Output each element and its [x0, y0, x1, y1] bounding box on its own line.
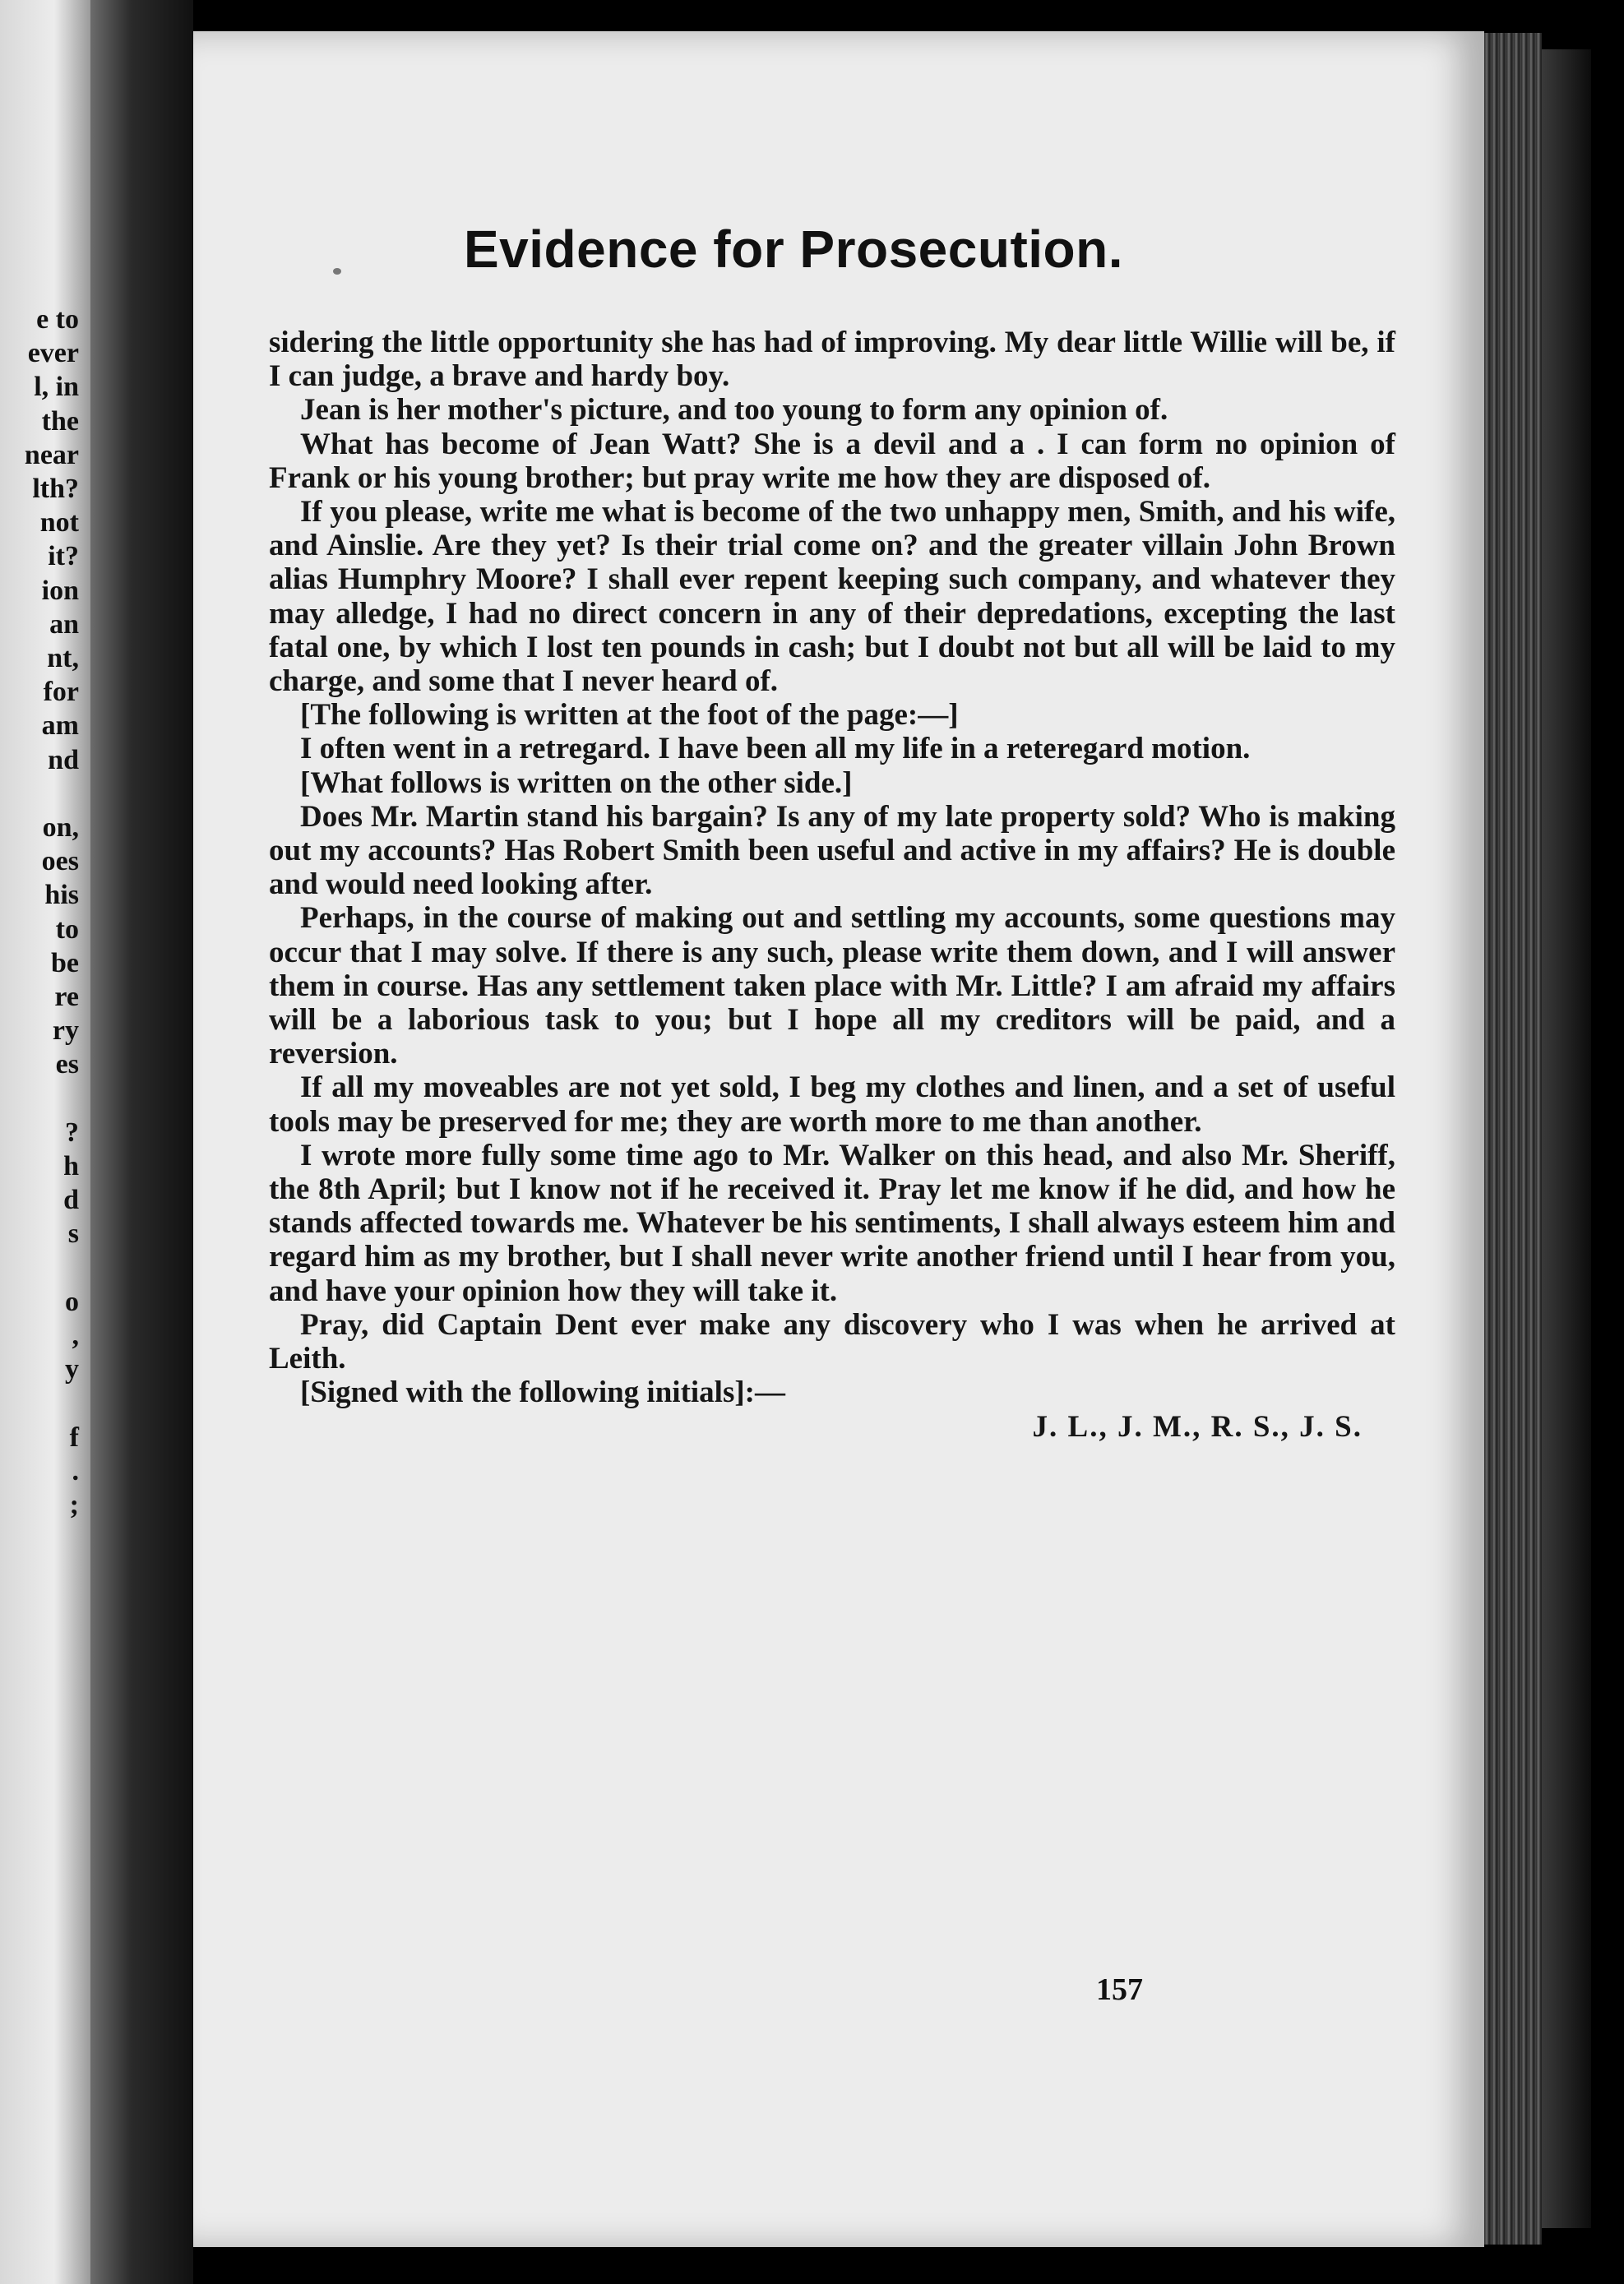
paragraph: Pray, did Captain Dent ever make any discovery who I was when he arrived at Leith. [269, 1307, 1395, 1376]
paragraph: sidering the little opportunity she has had of improving. My dear little Willie will be, if I can judge, a brave and hardy boy. [269, 326, 1395, 394]
facing-page-text-fragment: s [67, 1218, 79, 1250]
facing-page-text-fragment: y [65, 1354, 79, 1385]
facing-page-text-fragment: l, in [34, 372, 79, 403]
facing-page-text-fragment: nd [48, 744, 79, 775]
facing-page-text-fragment: lth? [32, 474, 79, 504]
page-edges [1484, 33, 1542, 2245]
paragraph: [Signed with the following initials]:— [300, 1375, 785, 1410]
facing-page-text-fragment: ion [41, 575, 79, 606]
facing-page-text-fragment: oes [41, 846, 79, 877]
facing-page-text-fragment: nt, [47, 643, 79, 673]
signature-initials: J. L., J. M., R. S., J. S. [1032, 1409, 1363, 1444]
paragraph: I often went in a retregard. I have been all my life in a reteregard motion. [300, 732, 1251, 766]
facing-page-text-fragment: h [63, 1151, 79, 1181]
facing-page-text-fragment: d [63, 1185, 79, 1216]
paragraph: [The following is written at the foot of the page:—] [300, 698, 959, 733]
facing-page-text-fragment: ? [65, 1117, 79, 1148]
facing-page-text-fragment: , [72, 1320, 79, 1351]
page-number: 157 [1096, 1972, 1143, 2007]
facing-page-text-fragment: o [65, 1286, 79, 1317]
facing-page-text-fragment: es [55, 1049, 79, 1080]
facing-page-text-fragment: am [41, 710, 79, 742]
paragraph: What has become of Jean Watt? She is a devil and a . I can form no opinion of Frank or his young brother; but pray write me how they are disposed of. [269, 427, 1395, 495]
facing-page-text-fragment: an [49, 608, 79, 640]
facing-page-text-fragment: the [41, 405, 79, 437]
facing-page-text-fragment: to [55, 913, 79, 945]
facing-page-left [0, 0, 90, 2284]
book-cover-edge [1542, 49, 1591, 2228]
facing-page-text-fragment: ry [52, 1015, 79, 1047]
facing-page-text-fragment: . [72, 1455, 79, 1486]
facing-page-text-fragment: f [69, 1422, 79, 1453]
page-body [269, 326, 1395, 1444]
facing-page-text-fragment: be [51, 947, 79, 978]
facing-page-text-fragment: e to [36, 304, 79, 335]
paragraph: [What follows is written on the other side.] [300, 765, 853, 800]
facing-page-text-fragment: on, [42, 812, 79, 843]
paragraph: I wrote more fully some time ago to Mr. Walker on this head, and also Mr. Sheriff, the 8th April; but I know not if he received it. Pray let me know if he did, and how he stands affected towards me. Whatever be his sentiments, I shall always esteem him and regard him as my brother, but I shall never write another friend until I hear from you, and have your opinion how they will take it. [269, 1138, 1395, 1308]
facing-page-text-fragment: for [43, 677, 79, 708]
page-title: Evidence for Prosecution. [463, 220, 1124, 279]
facing-page-text-fragment: ever [27, 338, 79, 369]
facing-page-text-fragment: it? [48, 541, 79, 572]
paragraph: Perhaps, in the course of making out and settling my accounts, some questions may occur that I may solve. If there is any such, please write them down, and I will answer them in course. Has any settlement taken place with Mr. Little? I am afraid my affairs will be a laborious task to you; but I hope all my creditors will be paid, and a reversion. [269, 901, 1395, 1071]
facing-page-text-fragment: his [44, 880, 79, 911]
book-gutter [90, 0, 193, 2284]
book-page [193, 31, 1484, 2247]
facing-page-text-fragment: ; [69, 1490, 79, 1520]
paragraph: If all my moveables are not yet sold, I beg my clothes and linen, and a set of useful tools may be preserved for me; they are worth more to me than another. [269, 1070, 1395, 1139]
facing-page-text-fragment: near [24, 439, 79, 470]
paragraph: If you please, write me what is become of the two unhappy men, Smith, and his wife, and Ainslie. Are they yet? Is their trial come on? and the greater villain John Brown alias Humphry Moore? I shall ever repent keeping such company, and whatever they may alledge, I had no direct concern in any of their depredations, excepting the last fatal one, by which I lost ten pounds in cash; but I doubt not but all will be laid to my charge, and some that I never heard of. [269, 495, 1395, 699]
facing-page-text-fragment: not [39, 507, 79, 539]
paragraph: Does Mr. Martin stand his bargain? Is any of my late property sold? Who is making out my accounts? Has Robert Smith been useful and active in my affairs? He is double and would need looking after. [269, 799, 1395, 902]
paragraph: Jean is her mother's picture, and too young to form any opinion of. [300, 393, 1168, 428]
facing-page-text-fragment: re [54, 982, 79, 1012]
